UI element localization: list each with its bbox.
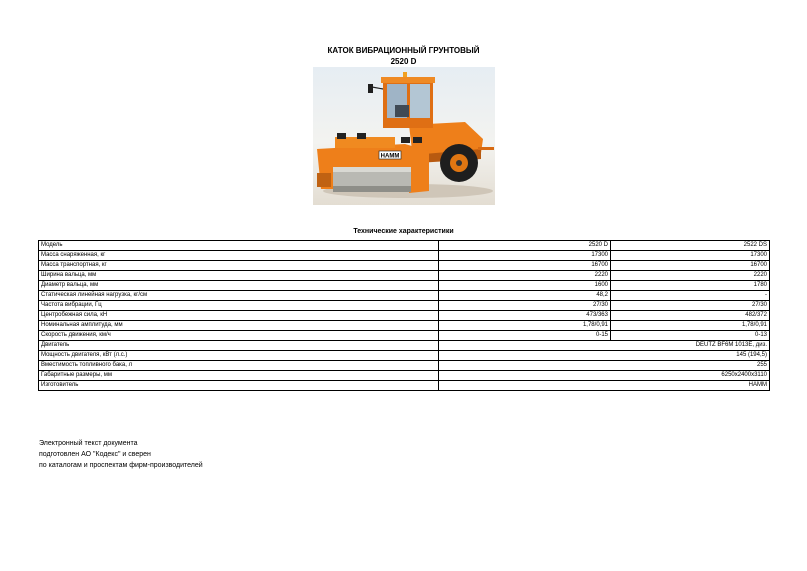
spec-value-2520d: 48,2 bbox=[439, 291, 611, 301]
spec-value-2520d: 1600 bbox=[439, 281, 611, 291]
table-row bbox=[39, 371, 770, 381]
spec-value-2520d: 473/363 bbox=[439, 311, 611, 321]
spec-value-2520d: 16700 bbox=[439, 261, 611, 271]
table-row bbox=[39, 291, 770, 301]
spec-value-2520d: 0-15 bbox=[439, 331, 611, 341]
spec-parameter: Изготовитель bbox=[39, 381, 439, 391]
spec-parameter: Двигатель bbox=[39, 341, 439, 351]
spec-value-2522ds: 1,78/0,91 bbox=[611, 321, 770, 331]
spec-value-2522ds: 0-13 bbox=[611, 331, 770, 341]
spec-parameter: Мощность двигателя, кВт (л.с.) bbox=[39, 351, 439, 361]
table-row bbox=[39, 301, 770, 311]
table-row bbox=[39, 331, 770, 341]
spec-parameter: Масса транспортная, кг bbox=[39, 261, 439, 271]
spec-value-2520d: 27/30 bbox=[439, 301, 611, 311]
spec-value-2520d: 2220 bbox=[439, 271, 611, 281]
spec-table bbox=[38, 240, 770, 391]
title-line-2: 2520 D bbox=[390, 57, 417, 66]
title-line-1: КАТОК ВИБРАЦИОННЫЙ ГРУНТОВЫЙ bbox=[327, 46, 480, 55]
spec-value-shared: 145 (194,5) bbox=[439, 351, 770, 361]
spec-parameter: Масса снаряженная, кг bbox=[39, 251, 439, 261]
spec-parameter: Диаметр вальца, мм bbox=[39, 281, 439, 291]
spec-value-shared: 255 bbox=[439, 361, 770, 371]
spec-value-2520d: 1,78/0,91 bbox=[439, 321, 611, 331]
table-row bbox=[39, 361, 770, 371]
spec-value-shared: 6250х2400х3110 bbox=[439, 371, 770, 381]
spec-value-2522ds: 2220 bbox=[611, 271, 770, 281]
spec-table-body bbox=[39, 241, 770, 391]
spec-parameter: Центробежная сила, кН bbox=[39, 311, 439, 321]
spec-value-2522ds: 482/372 bbox=[611, 311, 770, 321]
table-row bbox=[39, 321, 770, 331]
footer-line-2: подготовлен АО "Кодекс" и сверен bbox=[39, 451, 151, 458]
spec-parameter: Ширина вальца, мм bbox=[39, 271, 439, 281]
table-row bbox=[39, 351, 770, 361]
table-title: Технические характеристики bbox=[353, 228, 454, 235]
table-row bbox=[39, 251, 770, 261]
footer-note bbox=[39, 438, 203, 471]
spec-value-2522ds: 17300 bbox=[611, 251, 770, 261]
document-title bbox=[0, 45, 807, 67]
spec-parameter: Частота вибрации, Гц bbox=[39, 301, 439, 311]
spec-value-shared: HAMM bbox=[439, 381, 770, 391]
roller-photo bbox=[313, 67, 495, 205]
spec-value-shared: DEUTZ BF6M 1013E, диз. bbox=[439, 341, 770, 351]
brand-label: HAMM bbox=[380, 153, 400, 160]
spec-parameter: Статическая линейная нагрузка, кг/см bbox=[39, 291, 439, 301]
spec-parameter: Скорость движения, км/ч bbox=[39, 331, 439, 341]
spec-parameter: Модель bbox=[39, 241, 439, 251]
table-row bbox=[39, 281, 770, 291]
spec-value-2522ds: 16700 bbox=[611, 261, 770, 271]
spec-value-2522ds: - bbox=[611, 291, 770, 301]
footer-line-1: Электронный текст документа bbox=[39, 440, 138, 447]
spec-value-2520d: 17300 bbox=[439, 251, 611, 261]
spec-value-2522ds: 1780 bbox=[611, 281, 770, 291]
footer-line-3: по каталогам и проспектам фирм-производителей bbox=[39, 462, 203, 469]
table-row bbox=[39, 341, 770, 351]
spec-parameter: Номинальная амплитуда, мм bbox=[39, 321, 439, 331]
table-row bbox=[39, 381, 770, 391]
table-row bbox=[39, 261, 770, 271]
table-row bbox=[39, 241, 770, 251]
spec-value-2522ds: 2522 DS bbox=[611, 241, 770, 251]
table-row bbox=[39, 271, 770, 281]
spec-value-2520d: 2520 D bbox=[439, 241, 611, 251]
table-row bbox=[39, 311, 770, 321]
spec-parameter: Вместимость топливного бака, л bbox=[39, 361, 439, 371]
spec-value-2522ds: 27/30 bbox=[611, 301, 770, 311]
spec-parameter: Габаритные размеры, мм bbox=[39, 371, 439, 381]
